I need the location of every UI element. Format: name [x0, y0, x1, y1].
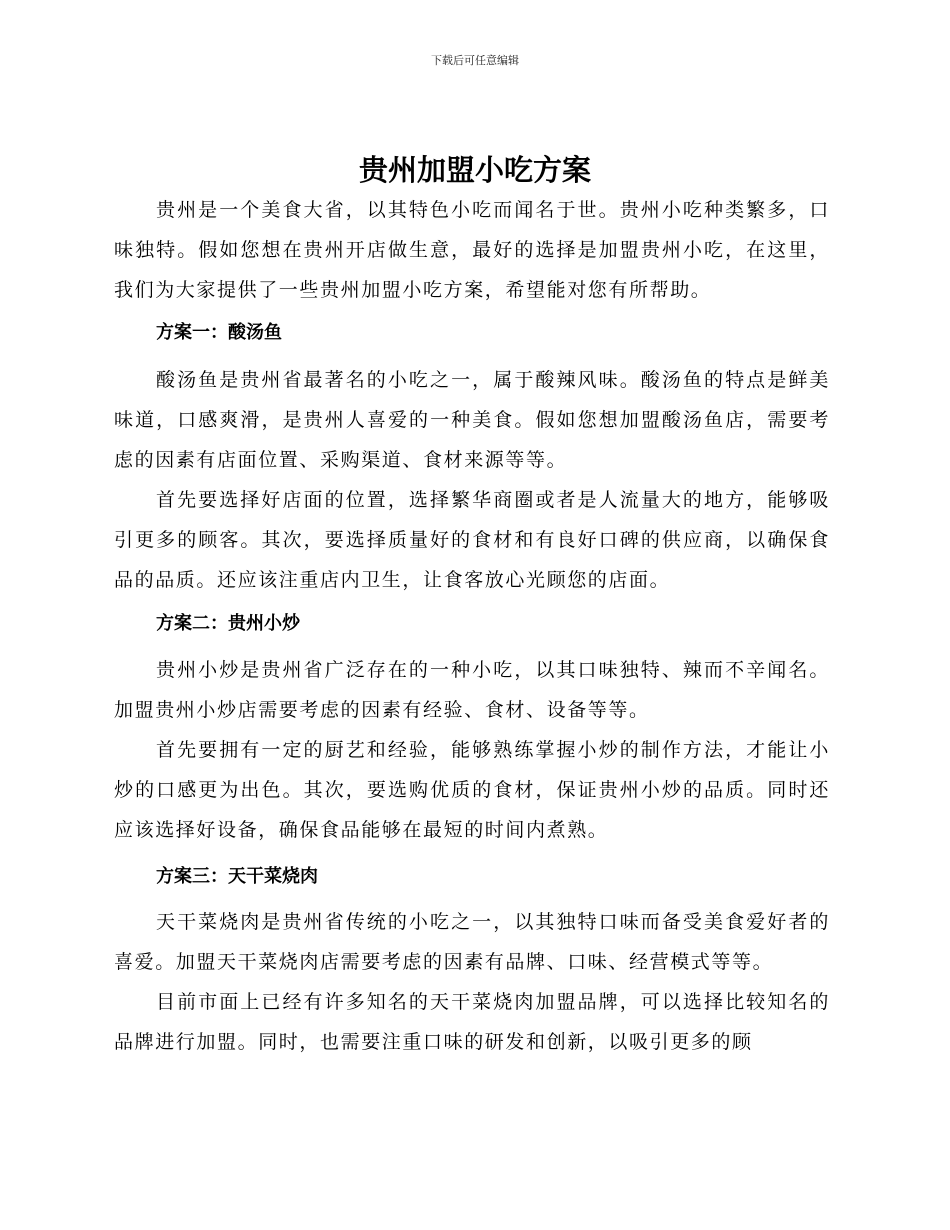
intro-paragraph: 贵州是一个美食大省，以其特色小吃而闻名于世。贵州小吃种类繁多，口味独特。假如您想在贵州开店做生意，最好的选择是加盟贵州小吃，在这里，我们为大家提供了一些贵州加盟小吃方案，希望能对您有所帮助。 — [114, 199, 830, 301]
header-note: 下载后可任意编辑 — [431, 54, 519, 67]
document-title: 贵州加盟小吃方案 — [358, 153, 591, 187]
section-1-paragraph-1: 酸汤鱼是贵州省最著名的小吃之一，属于酸辣风味。酸汤鱼的特点是鲜美味道，口感爽滑，是贵州人喜爱的一种美食。假如您想加盟酸汤鱼店，需要考虑的因素有店面位置、采购渠道、食材来源等等。 — [114, 369, 830, 471]
section-heading-2: 方案二：贵州小炒 — [156, 613, 300, 634]
section-3-paragraph-1: 天干菜烧肉是贵州省传统的小吃之一，以其独特口味而备受美食爱好者的喜爱。加盟天干菜烧肉店需要考虑的因素有品牌、口味、经营模式等等。 — [114, 911, 830, 973]
section-3-paragraph-2: 目前市面上已经有许多知名的天干菜烧肉加盟品牌，可以选择比较知名的品牌进行加盟。同时，也需要注重口味的研发和创新，以吸引更多的顾 — [114, 991, 830, 1053]
section-heading-3: 方案三：天干菜烧肉 — [156, 866, 318, 887]
section-2-paragraph-2: 首先要拥有一定的厨艺和经验，能够熟练掌握小炒的制作方法，才能让小炒的口感更为出色。其次，要选购优质的食材，保证贵州小炒的品质。同时还应该选择好设备，确保食品能够在最短的时间内煮熟。 — [114, 739, 830, 841]
section-2-paragraph-1: 贵州小炒是贵州省广泛存在的一种小吃，以其口味独特、辣而不辛闻名。加盟贵州小炒店需要考虑的因素有经验、食材、设备等等。 — [114, 659, 830, 721]
section-heading-1: 方案一：酸汤鱼 — [156, 322, 282, 343]
section-1-paragraph-2: 首先要选择好店面的位置，选择繁华商圈或者是人流量大的地方，能够吸引更多的顾客。其次，要选择质量好的食材和有良好口碑的供应商，以确保食品的品质。还应该注重店内卫生，让食客放心光顾您的店面。 — [114, 489, 830, 591]
